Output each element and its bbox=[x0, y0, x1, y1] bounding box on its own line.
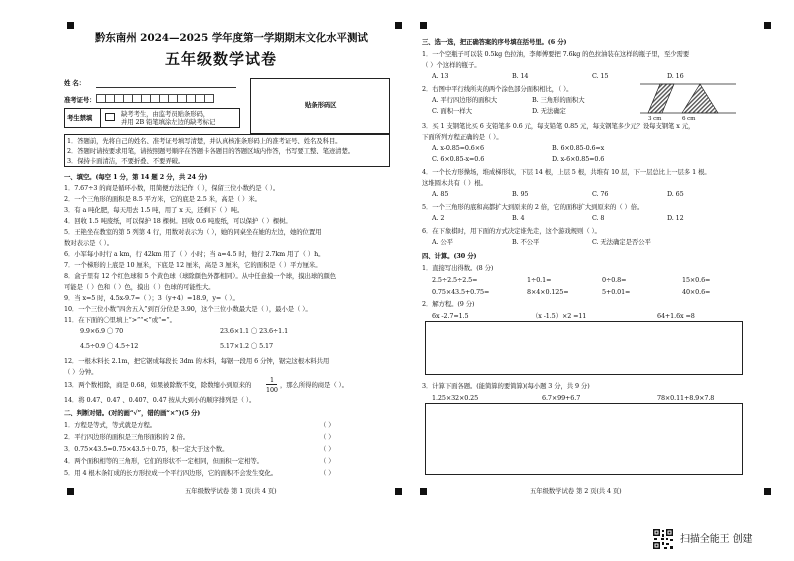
question: 3．有 a 吨化肥，每天用去 1.5 吨，用了 x 天，还剩下（ ）吨。 bbox=[64, 206, 244, 214]
rule-item: 1．答题前，先将自己的姓名、准考证号填写清楚，并认真核准条形码上的准考证号、姓名及科目。 bbox=[67, 137, 342, 145]
option: A. 13 bbox=[432, 72, 449, 80]
section-heading: 一、填空。(每空 1 分，第 14 题 2 分，共 24 分) bbox=[64, 173, 208, 181]
id-cells[interactable] bbox=[96, 94, 213, 103]
oral-item: 8×4×0.125= bbox=[527, 288, 569, 296]
option: B. 6×0.85-0.6=x bbox=[552, 144, 605, 152]
notice-label: 考生禁填 bbox=[67, 114, 93, 122]
section-heading: 三、选一选，把正确答案的序号填在括号里。(6 分) bbox=[422, 38, 567, 46]
option: C. 面积一样大 bbox=[432, 107, 472, 115]
option: C. 6×0.85-x=0.6 bbox=[432, 155, 485, 163]
option: D. 12 bbox=[667, 214, 684, 222]
question: 2．一个三角形的面积是 8.5 平方米，它的底是 2.5 米，高是（ ）米。 bbox=[64, 195, 261, 203]
page-footer: 五年级数学试卷 第 2 页(共 4 页) bbox=[530, 487, 622, 495]
section-heading: 四、计算。(30 分) bbox=[422, 252, 477, 260]
question: 数对表示是（ ）。 bbox=[64, 239, 114, 247]
notice-text: 并用 2B 铅笔填涂左边的缺考标记 bbox=[121, 118, 216, 126]
judge-item: 3．0.75×43.5=0.75×43.5＋0.75，积一定大于这个数。 bbox=[64, 445, 229, 453]
option: B. 不公平 bbox=[512, 238, 540, 246]
judge-item: 4．两个面积相等的三角形，它们的形状不一定相同，但面积一定相等。 bbox=[64, 457, 263, 465]
compare-item: 23.6×1.1 〇 23.6÷1.1 bbox=[220, 327, 289, 335]
corner-mark bbox=[67, 488, 74, 495]
answer-paren[interactable]: （ ） bbox=[320, 433, 335, 441]
subsection-heading: 2．解方程。(9 分) bbox=[422, 300, 475, 308]
option: A. x-0.85=0.6×6 bbox=[432, 144, 484, 152]
answer-paren[interactable]: （ ） bbox=[320, 445, 335, 453]
judge-item: 5．用 4 根木条钉成的长方形拉成一个平行四边形，它的面积不会发生变化。 bbox=[64, 469, 278, 477]
question: 11．在下面的〇里填上“>”“<”或“=”。 bbox=[64, 316, 176, 324]
option: A. 公平 bbox=[432, 238, 453, 246]
subsection-heading: 1．直接写出得数。(8 分) bbox=[422, 264, 494, 272]
absence-checkbox[interactable] bbox=[105, 113, 115, 121]
scanner-watermark: 扫描全能王 创建 bbox=[680, 534, 753, 545]
option: D. 65 bbox=[667, 190, 684, 198]
question: 4．一个长方形操场，堆成梯形状，下层 14 根，上层 5 根，共堆有 10 层，下一层总比上一层多 1 根。 bbox=[422, 168, 711, 176]
question: 6．小军每小时行 a km，行 42km 用了（ ）小时；当 a=4.5 时，他行 2.7km 用了（ ）h。 bbox=[64, 250, 325, 258]
question: 6．在下象棋时，用下面的方式决定谁先走，这个游戏规则（ ）。 bbox=[422, 227, 601, 235]
question: 5．一个三角形的底和高都扩大到原来的 2 倍，它的面积扩大到原来的（ ）倍。 bbox=[422, 203, 644, 211]
question: 5．王艳坐在教室的第 5 列第 4 行，用数对表示为（ ），她的同桌坐在她的左边，她的位置用 bbox=[64, 228, 322, 236]
question: 可能是（ ）色和（ ）色，摸出（ ）色球的可能性大。 bbox=[64, 283, 215, 291]
fraction-bar bbox=[266, 384, 277, 385]
question: 8．盒子里有 12 个红色球和 5 个黄色球（球除颜色外都相同）。从中任意摸一个球，摸出球的颜色 bbox=[64, 272, 337, 280]
fraction-numerator: 1 bbox=[270, 376, 274, 384]
question: ，那么所得的商是（ ）。 bbox=[280, 381, 348, 389]
question: （ ）分钟。 bbox=[64, 368, 98, 376]
section-heading: 二、判断对错。(对的画“√”，错的画“×”)(5 分) bbox=[64, 409, 201, 417]
judge-item: 1．方程是等式，等式就是方程。 bbox=[64, 421, 157, 429]
question: （ ）个这样的瓶子。 bbox=[422, 61, 481, 69]
question: 1．一个空瓶子可以装 0.5kg 色拉油，李师傅要把 7.6kg 的色拉油装在这样的瓶子里，至少需要 bbox=[422, 50, 690, 58]
equation-answer-box[interactable] bbox=[425, 321, 743, 375]
option: C. 无法确定是否公平 bbox=[592, 238, 651, 246]
corner-mark bbox=[395, 488, 402, 495]
option: B. 三角形的面积大 bbox=[532, 96, 585, 104]
rule-item: 2．答题时请按要求用笔，请按照题号顺序在答题卡各题目的答题区域内作答，书写要工整、笔迹清楚。 bbox=[67, 147, 355, 155]
option: D. x-6×0.85=0.6 bbox=[552, 155, 605, 163]
question: 1．7.67÷3 的商是循环小数，用简便方法记作（ ），保留三位小数约是（ ）。 bbox=[64, 184, 280, 192]
question: 4．回收 1.5 吨废纸，可以保护 18 棵树。回收 0.6 吨废纸，可以保护（ ）棵树。 bbox=[64, 217, 292, 225]
question: 13．两个数相除，商是 0.68，如果被除数不变，除数缩小到原来的 bbox=[64, 381, 252, 389]
answer-paren[interactable]: （ ） bbox=[320, 457, 335, 465]
equation: 64+1.6x =8 bbox=[657, 312, 695, 320]
exam-title: 五年级数学试卷 bbox=[165, 50, 278, 68]
calc-answer-box[interactable] bbox=[425, 403, 743, 475]
question: 7．一个梯形的上底是 10 厘米，下底是 12 厘米，高是 3 厘米，它的面积是（ ）平方厘米。 bbox=[64, 261, 322, 269]
oral-item: 0.75×43.5+0.75= bbox=[432, 288, 490, 296]
oral-item: 5+0.01= bbox=[602, 288, 631, 296]
calc-item: 78×0.11+8.9×7.8 bbox=[657, 394, 715, 402]
corner-mark bbox=[420, 22, 427, 29]
barcode-label: 贴条形码区 bbox=[305, 101, 337, 109]
oral-item: 15×0.6= bbox=[682, 276, 711, 284]
triangle-shape bbox=[682, 84, 718, 113]
compare-item: 4.5÷0.9 〇 4.5÷12 bbox=[80, 342, 139, 350]
calc-item: 6.7×99+6.7 bbox=[542, 394, 581, 402]
oral-item: 0÷0.8= bbox=[602, 276, 627, 284]
question: 下面所列方程正确的是（ ）。 bbox=[422, 133, 503, 141]
rule-item: 3．保持卡面清洁，不要折叠、不要弄破。 bbox=[67, 157, 185, 165]
oral-item: 1÷0.1= bbox=[527, 276, 552, 284]
right-page bbox=[412, 0, 794, 561]
question: 12．一根木料长 2.1m，把它锯成每段长 3dm 的木料，每锯一段用 6 分钟，锯完这根木料共用 bbox=[64, 357, 330, 365]
exam-header: 黔东南州 2024—2025 学年度第一学期期末文化水平测试 bbox=[95, 32, 368, 44]
compare-item: 9.9×6.9 〇 70 bbox=[80, 327, 124, 335]
question: 10．一个三位小数“四舍五入”到百分位是 3.90，这个三位小数最大是（ ），最小是（ ）。 bbox=[64, 305, 312, 313]
page-footer: 五年级数学试卷 第 1 页(共 4 页) bbox=[185, 487, 277, 495]
equation: 6x -2.7=1.5 bbox=[432, 312, 469, 320]
name-label: 姓 名： bbox=[64, 79, 85, 87]
judge-item: 2．平行四边形的面积是三角形面积的 2 倍。 bbox=[64, 433, 190, 441]
question: 9．当 x=5 时，4.5x-9.7=（ ）；3（y+4）=18.9，y=（ ）。 bbox=[64, 294, 239, 302]
option: B. 4 bbox=[512, 214, 525, 222]
equation: （x -1.5）×2 =11 bbox=[532, 312, 587, 320]
answer-paren[interactable]: （ ） bbox=[320, 469, 335, 477]
parallelogram-shape bbox=[648, 84, 674, 113]
qr-code-icon bbox=[652, 528, 674, 550]
corner-mark bbox=[764, 22, 771, 29]
subsection-heading: 3．计算下面各题。(能简算的要简算)(每小题 3 分，共 9 分) bbox=[422, 382, 590, 390]
option: C. 76 bbox=[592, 190, 609, 198]
question: 这堆圆木共有（ ）根。 bbox=[422, 179, 487, 187]
notice-text: 缺考考生，由监考员贴条形码， bbox=[121, 110, 210, 118]
question: 14．将 0.47、0.47̇ 、0.407、0.4̇7̇ 按从大到小的顺序排列是（ ）。 bbox=[64, 396, 256, 404]
name-field[interactable] bbox=[96, 87, 236, 88]
option: A. 平行四边形的面积大 bbox=[432, 96, 497, 104]
option: A. 2 bbox=[432, 214, 445, 222]
corner-mark bbox=[67, 22, 74, 29]
option: B. 95 bbox=[512, 190, 529, 198]
corner-mark bbox=[420, 488, 427, 495]
option: C. 15 bbox=[592, 72, 609, 80]
option: B. 14 bbox=[512, 72, 529, 80]
figure-label: 6 cm bbox=[682, 116, 696, 122]
oral-item: 40×0.6= bbox=[682, 288, 711, 296]
option: D. 16 bbox=[667, 72, 684, 80]
question: 2．右图中平行线所夹的两个涂色部分面积相比，（ ）。 bbox=[422, 85, 573, 93]
fraction-denominator: 100 bbox=[266, 386, 278, 394]
option: C. 8 bbox=[592, 214, 605, 222]
calc-item: 1.25×32×0.25 bbox=[432, 394, 479, 402]
figure-label: 3 cm bbox=[648, 116, 662, 122]
corner-mark bbox=[395, 22, 402, 29]
id-label: 准考证号： bbox=[64, 96, 96, 104]
answer-paren[interactable]: （ ） bbox=[320, 421, 335, 429]
question: 3．买 1 支钢笔比买 6 支铅笔多 0.6 元，每支铅笔 0.85 元，每支钢笔多少元？设每支钢笔 x 元， bbox=[422, 122, 695, 130]
option: A. 85 bbox=[432, 190, 449, 198]
compare-item: 5.17×1.2 〇 5.17 bbox=[220, 342, 273, 350]
corner-mark bbox=[764, 488, 771, 495]
option: D. 无法确定 bbox=[532, 107, 566, 115]
oral-item: 2.5÷2.5÷2.5= bbox=[432, 276, 478, 284]
